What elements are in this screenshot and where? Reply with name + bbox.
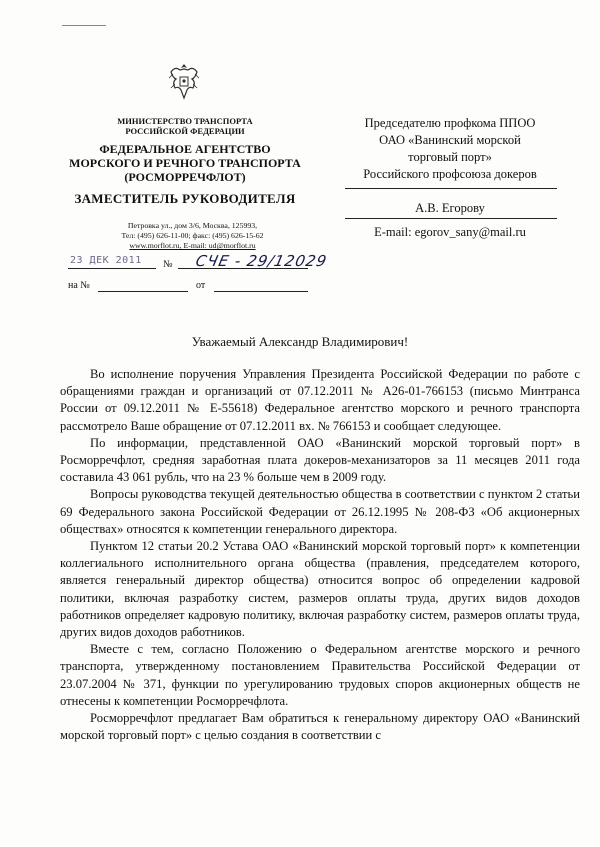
date-line [68, 268, 156, 269]
outgoing-number: СЧЕ - 29/12029 [194, 252, 329, 270]
ref-label: на № [68, 280, 90, 291]
recipient-email: E-mail: egorov_sany@mail.ru [374, 225, 526, 239]
sender-contacts: Петровка ул., дом 3/6, Москва, 125993, Тел: (495) 626-11-00; факс: (495) 626-15-62 www.morflot.ru, E-mail: ud@morflot.ru [121, 221, 264, 250]
recipient-block: Председателю профкома ППОО ОАО «Ванинский морской торговый порт» Российского профсоюза докеров [363, 116, 537, 181]
paragraph: Пунктом 12 статьи 20.2 Устава ОАО «Ванинский морской торговый порт» к компетенции коллегиального исполнительного органа общества (правления, председателем которого, является генеральный директор общества) относится вопрос об определении кадровой политики, включая разработку систем, размеров оплаты труда, других видов доходов работников определяет кадровую политику, включая разработку систем, размеров оплаты труда, других видов доходов работников. [60, 539, 580, 640]
top-mark [62, 25, 106, 26]
paragraph: Вместе с тем, согласно Положению о Федеральном агентстве морского и речного транспорта, утвержденному постановлением Правительства Российской Федерации от 23.07.2004 № 371, функции по урегулированию трудовых споров акционерных обществ не отнесены к компетенции Росморречфлота. [60, 642, 580, 708]
recipient-name: А.В. Егорову [415, 201, 485, 215]
agency-name: ФЕДЕРАЛЬНОЕ АГЕНТСТВО МОРСКОГО И РЕЧНОГО ТРАНСПОРТА (РОСМОРРЕЧФЛОТ) [69, 142, 301, 184]
paragraph: Во исполнение поручения Управления Президента Российской Федерации по работе с обращениями граждан и организаций от 07.12.2011 № А26-01-766153 (письмо Минтранса России от 09.12.2011 № Е-55618) Федеральное агентство морского и речного транспорта рассмотрело Ваше обращение от 07.12.2011 вх. № 766153 и сообщает следующее. [60, 367, 580, 433]
number-label: № [163, 259, 173, 270]
ministry-name: МИНИСТЕРСТВО ТРАНСПОРТА РОССИЙСКОЙ ФЕДЕРАЦИИ [117, 116, 253, 136]
sender-position: ЗАМЕСТИТЕЛЬ РУКОВОДИТЕЛЯ [74, 191, 296, 206]
date-stamp: 23 ДЕК 2011 [70, 255, 142, 266]
paragraph: Росморречфлот предлагает Вам обратиться к генеральному директору ОАО «Ванинский морской торговый порт» с целью создания в соответствии с [60, 711, 580, 743]
paragraph: По информации, представленной ОАО «Ванинский морской торговый порт» в Росморречфлот, средняя заработная плата докеров-механизаторов за 11 месяцев 2011 года составила 43 061 рубль, что на 23 % больше чем в 2009 году. [60, 435, 580, 485]
ref-date-line [214, 291, 308, 292]
coat-of-arms-icon [165, 60, 203, 104]
ref-from-label: от [196, 280, 206, 291]
recipient-rule [345, 188, 557, 189]
ref-number-line [98, 291, 188, 292]
letter-body [60, 366, 580, 744]
greeting: Уважаемый Александр Владимирович! [191, 334, 409, 349]
paragraph: Вопросы руководства текущей деятельностью общества в соответствии с пунктом 2 статьи 69 Федерального закона Российской Федерации от 26.12.1995 № 208-ФЗ «Об акционерных обществах» относятся к компетенции генерального директора. [60, 487, 580, 536]
recipient-rule-2 [345, 218, 557, 219]
